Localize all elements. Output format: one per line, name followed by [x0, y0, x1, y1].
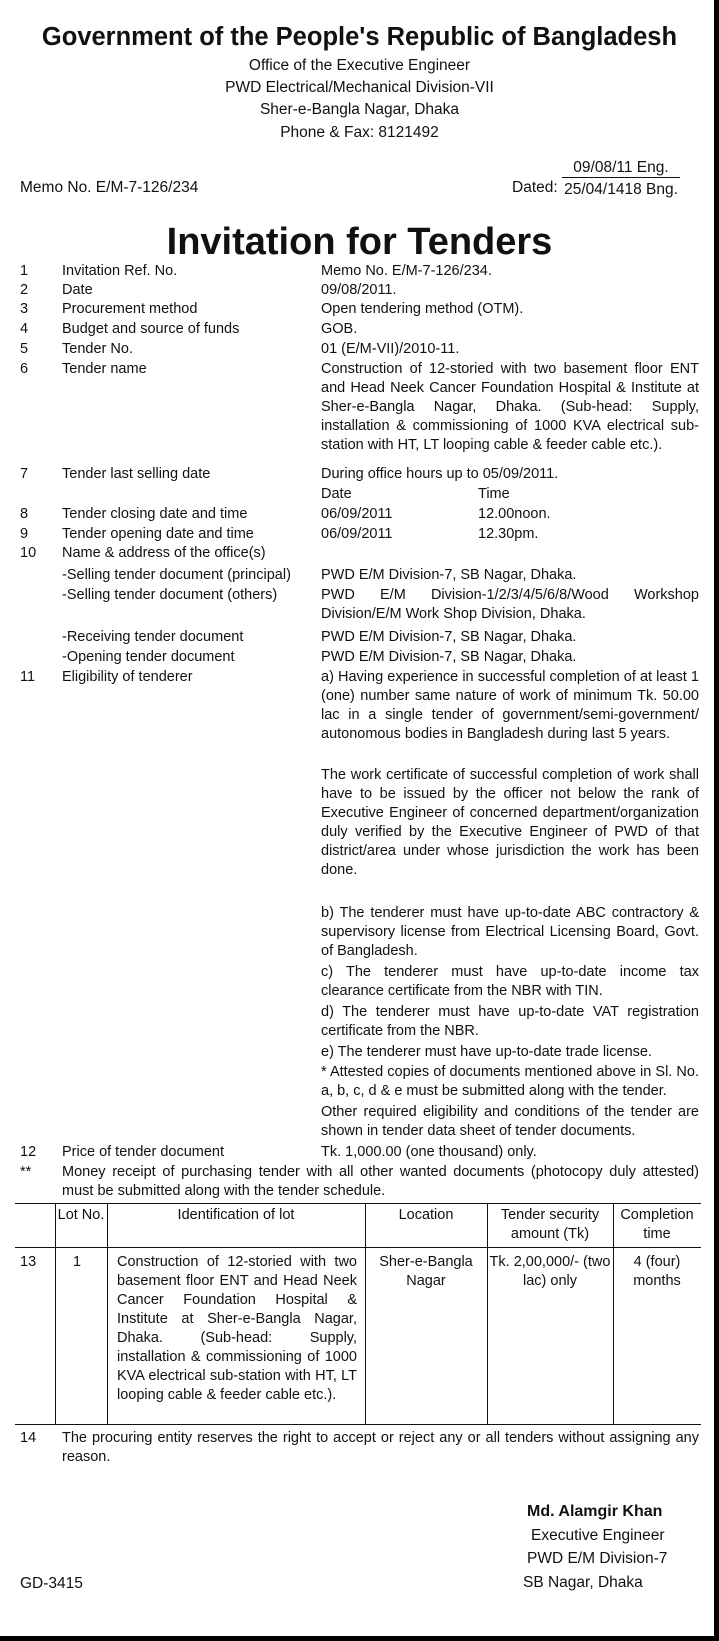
- table-rule: [613, 1203, 614, 1424]
- item-number: 1: [20, 263, 29, 279]
- lot-completion: 4 (four) months: [633, 1254, 681, 1289]
- item-date: 06/09/2011: [321, 506, 393, 522]
- table-rule: [107, 1203, 108, 1424]
- table-rule: [487, 1203, 488, 1424]
- address-line: Sher-e-Bangla Nagar, Dhaka: [259, 101, 460, 118]
- item-label: Eligibility of tenderer: [62, 669, 193, 685]
- document-title: Invitation for Tenders: [166, 221, 553, 263]
- eligibility-other: Other required eligibility and conditions of the tender are shown in tender data sheet of tender documents.: [321, 1104, 699, 1139]
- note-text: Money receipt of purchasing tender with all other wanted documents (photocopy duly attested) must be submitted along with the tender schedule.: [62, 1164, 699, 1199]
- eligibility-b: b) The tenderer must have up-to-date ABC contractory & supervisory license from Electrical Licensing Board, Govt. of Bangladesh.: [321, 905, 699, 959]
- lot-number: 1: [73, 1254, 82, 1270]
- eligibility-c: c) The tenderer must have up-to-date income tax clearance certificate from the NBR with TIN.: [321, 964, 699, 999]
- table-rule: [15, 1203, 701, 1204]
- item-value: GOB.: [321, 321, 358, 337]
- sub-label: -Selling tender document (others): [62, 587, 278, 603]
- sub-value: PWD E/M Division-1/2/3/4/5/6/8/Wood Workshop Division/E/M Work Shop Division, Dhaka.: [321, 587, 699, 622]
- item-value: Open tendering method (OTM).: [321, 301, 524, 317]
- table-header-completion: Completion time: [620, 1207, 694, 1242]
- table-rule: [15, 1247, 701, 1248]
- item-number: 10: [20, 545, 37, 561]
- eligibility-d: d) The tenderer must have up-to-date VAT registration certificate from the NBR.: [321, 1004, 699, 1039]
- sub-label: -Selling tender document (principal): [62, 567, 291, 583]
- government-title: Government of the People's Republic of Bangladesh: [41, 23, 678, 51]
- sub-value: PWD E/M Division-7, SB Nagar, Dhaka.: [321, 567, 577, 583]
- eligibility-a: a) Having experience in successful completion of at least 1 (one) number same nature of work of minimum Tk. 50.00 lac in a single tender of government/semi-government/ autonomous bodies in Bangladesh during last 5 years.: [321, 669, 699, 742]
- note-mark: **: [20, 1164, 32, 1180]
- item-label: Price of tender document: [62, 1144, 225, 1160]
- item-label: Tender closing date and time: [62, 506, 248, 522]
- office-line: Office of the Executive Engineer: [248, 57, 471, 74]
- sub-label: -Receiving tender document: [62, 629, 244, 645]
- item-value: Tk. 1,000.00 (one thousand) only.: [321, 1144, 537, 1160]
- item-number: 4: [20, 321, 29, 337]
- item-label: Tender last selling date: [62, 466, 211, 482]
- item-number: 8: [20, 506, 29, 522]
- date-bangla: 25/04/1418 Bng.: [564, 181, 678, 198]
- item-value: 09/08/2011.: [321, 282, 397, 298]
- time-column-header: Time: [478, 486, 510, 502]
- page-border-bottom: [0, 1636, 719, 1641]
- item-label: Date: [62, 282, 93, 298]
- item-label: Budget and source of funds: [62, 321, 240, 337]
- item-value: Construction of 12-storied with two basement floor ENT and Head Neek Cancer Foundation Hospital & Institute at Sher-e-Bangla Nagar, Dhaka. (Sub-head: Supply, installation & commissioning of 1000 KVA electrical sub-station with HT, LT looping cable & feeder cable etc.).: [321, 361, 699, 453]
- item-label: Tender No.: [62, 341, 133, 357]
- eligibility-attested: * Attested copies of documents mentioned above in Sl. No. a, b, c, d & e must be submitted along with the tender.: [321, 1064, 699, 1099]
- item-number: 3: [20, 301, 29, 317]
- item-number: 5: [20, 341, 29, 357]
- item-number: 2: [20, 282, 29, 298]
- table-header-lot-no: Lot No.: [57, 1207, 105, 1223]
- table-rule: [15, 1424, 701, 1425]
- eligibility-e: e) The tenderer must have up-to-date trade license.: [321, 1044, 653, 1060]
- memo-number: Memo No. E/M-7-126/234: [20, 179, 199, 196]
- item-label: Tender opening date and time: [62, 526, 254, 542]
- signatory-name: Md. Alamgir Khan: [527, 1503, 663, 1520]
- table-rule: [55, 1203, 56, 1424]
- sub-value: PWD E/M Division-7, SB Nagar, Dhaka.: [321, 629, 577, 645]
- item-number: 7: [20, 466, 29, 482]
- item-number: 13: [20, 1254, 37, 1270]
- item-value: 01 (E/M-VII)/2010-11.: [321, 341, 460, 357]
- division-line: PWD Electrical/Mechanical Division-VII: [225, 79, 494, 96]
- eligibility-certificate: The work certificate of successful completion of work shall have to be issued by the officer not below the rank of Executive Engineer of concerned department/organization duly verified by the Executive Engineer of PWD of that district/area under whose jurisdiction the work has been done.: [321, 767, 699, 878]
- lot-location: Sher-e-Bangla Nagar: [379, 1254, 473, 1289]
- item-14-text: The procuring entity reserves the right to accept or reject any or all tenders without assigning any reason.: [62, 1430, 699, 1465]
- signatory-address: SB Nagar, Dhaka: [523, 1574, 643, 1591]
- table-rule: [365, 1203, 366, 1424]
- item-value: Memo No. E/M-7-126/234.: [321, 263, 492, 279]
- item-number: 14: [20, 1430, 37, 1446]
- date-english: 09/08/11 Eng.: [562, 158, 680, 178]
- table-header-security: Tender security amount (Tk): [500, 1207, 600, 1242]
- item-label: Name & address of the office(s): [62, 545, 266, 561]
- sub-value: PWD E/M Division-7, SB Nagar, Dhaka.: [321, 649, 577, 665]
- item-number: 11: [20, 669, 36, 685]
- item-number: 12: [20, 1144, 37, 1160]
- item-value: During office hours up to 05/09/2011.: [321, 466, 559, 482]
- item-label: Tender name: [62, 361, 147, 377]
- item-number: 6: [20, 361, 29, 377]
- item-time: 12.30pm.: [478, 526, 539, 542]
- item-date: 06/09/2011: [321, 526, 393, 542]
- sub-label: -Opening tender document: [62, 649, 235, 665]
- date-column-header: Date: [321, 486, 352, 502]
- footer-code: GD-3415: [20, 1575, 83, 1592]
- item-time: 12.00noon.: [478, 506, 551, 522]
- phone-line: Phone & Fax: 8121492: [280, 124, 439, 141]
- dated-label: Dated:: [512, 179, 558, 196]
- table-header-identification: Identification of lot: [177, 1207, 295, 1223]
- lot-security: Tk. 2,00,000/- (two lac) only: [489, 1254, 611, 1289]
- table-header-location: Location: [398, 1207, 454, 1223]
- lot-identification: Construction of 12-storied with two basement floor ENT and Head Neek Cancer Foundation Hospital & Institute at Sher-e-Bangla Nagar, Dhaka. (Sub-head: Supply, installation & commissioning of 1000 KVA electrical sub-station with HT, LT looping cable & feeder cable etc.).: [117, 1254, 357, 1403]
- item-label: Procurement method: [62, 301, 198, 317]
- item-label: Invitation Ref. No.: [62, 263, 178, 279]
- item-number: 9: [20, 526, 29, 542]
- signatory-division: PWD E/M Division-7: [527, 1550, 668, 1567]
- signatory-designation: Executive Engineer: [531, 1527, 665, 1544]
